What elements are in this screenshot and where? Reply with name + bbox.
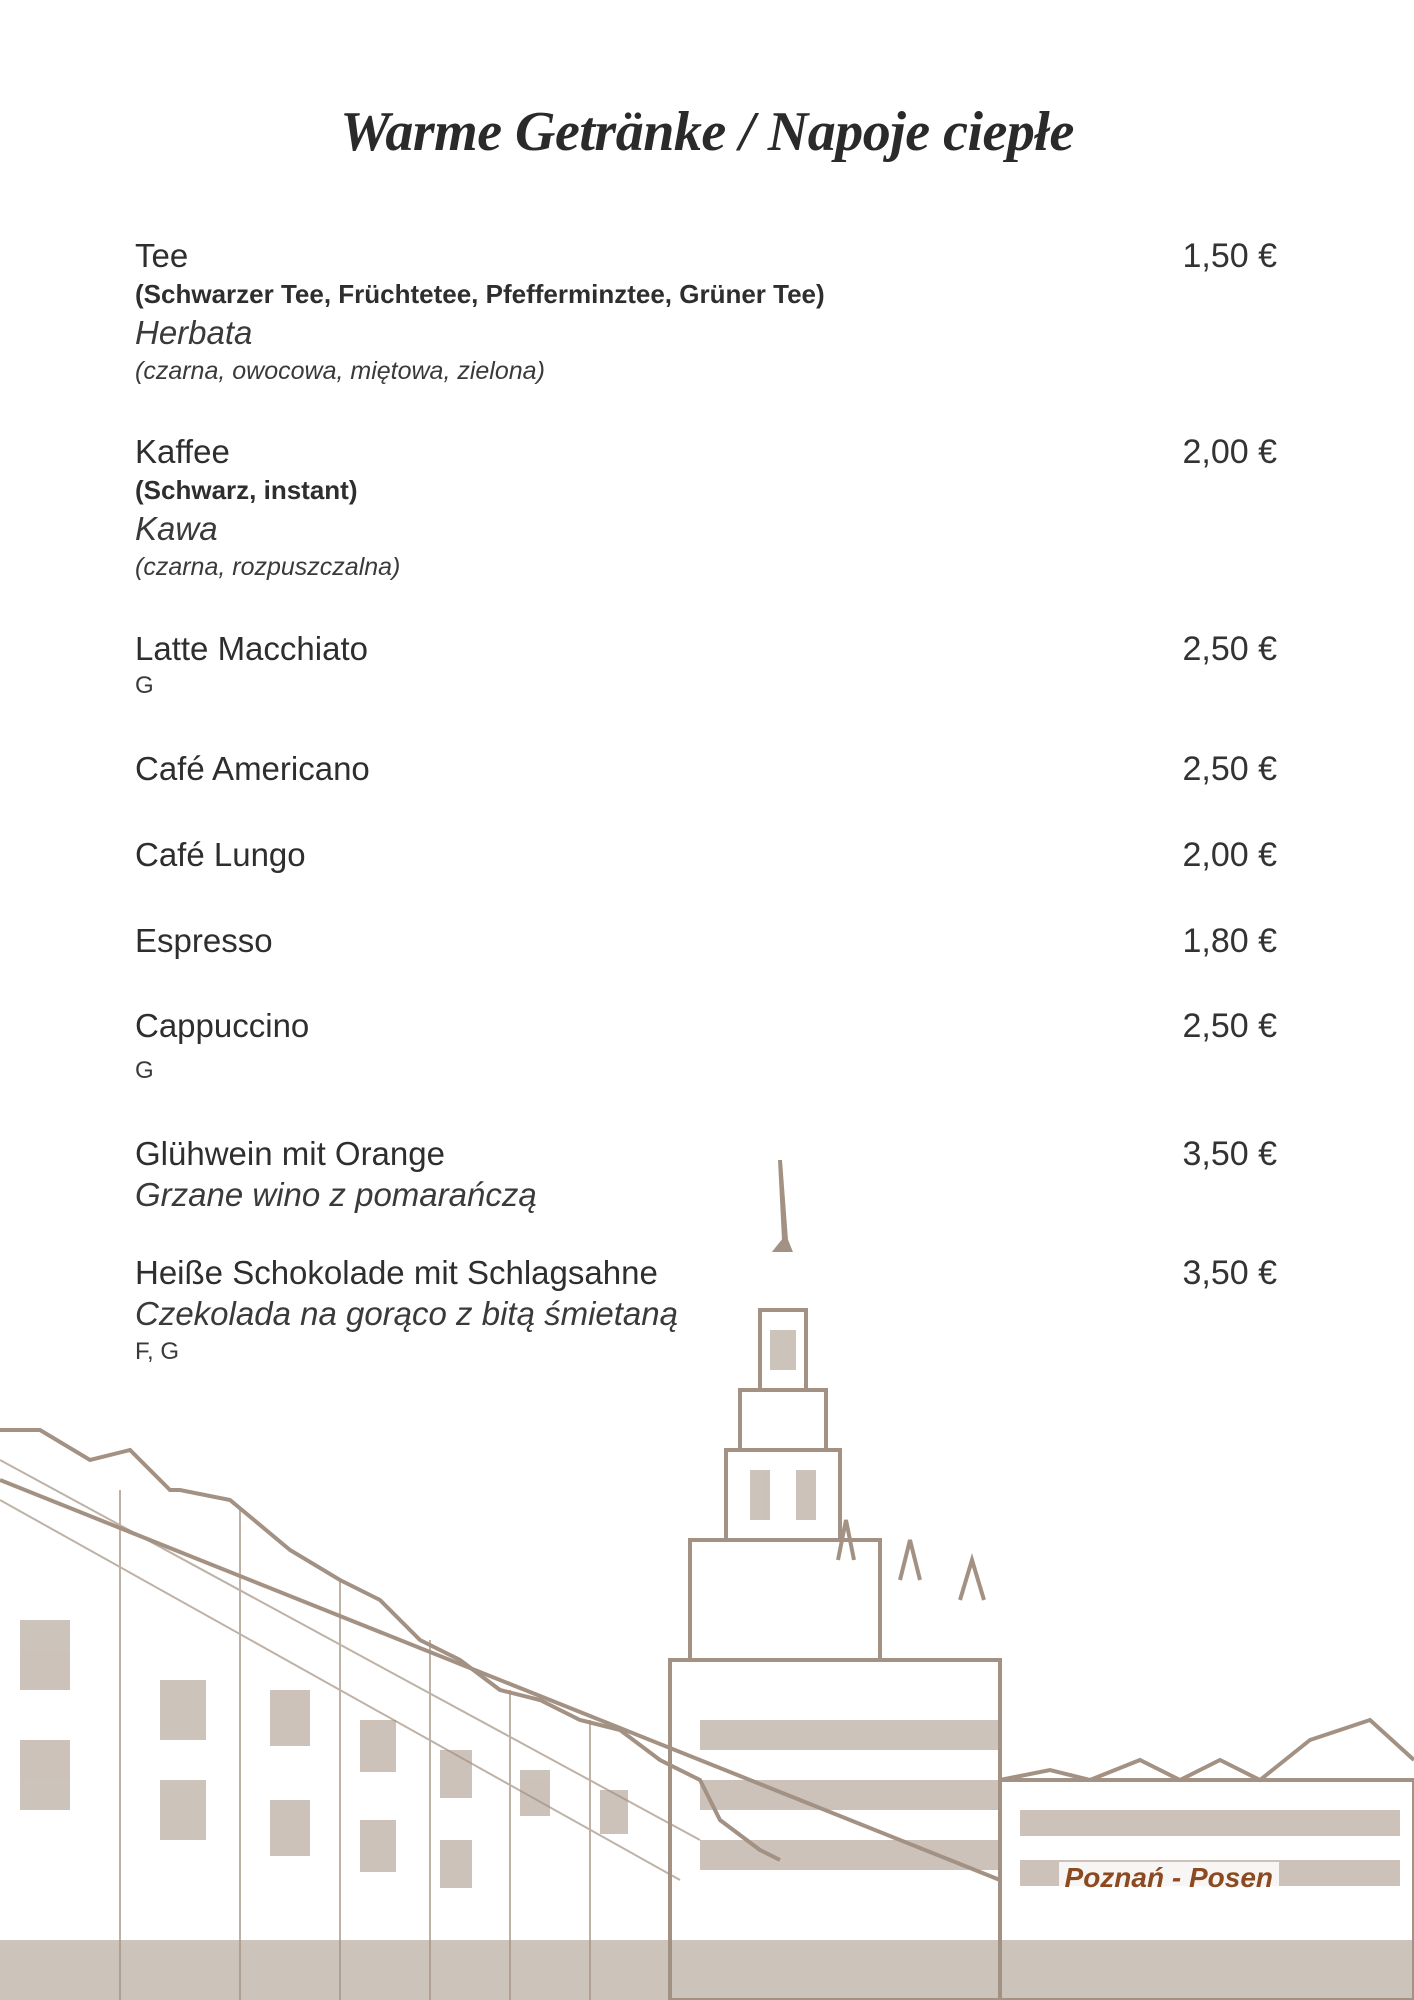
item-allergens: F, G <box>135 1338 180 1365</box>
item-price: 3,50 € <box>1182 1135 1277 1173</box>
menu-item-cappuccino <box>135 1006 1277 1088</box>
menu-item-heisse-schokolade <box>135 1253 1277 1369</box>
item-price: 1,80 € <box>1182 922 1277 960</box>
location-label: Poznań - Posen <box>1059 1862 1279 1894</box>
item-allergens: G <box>135 1057 154 1084</box>
menu-item-kaffee <box>135 432 1277 584</box>
item-name: Espresso <box>135 922 273 959</box>
menu-item-latte-macchiato <box>135 629 1277 703</box>
item-name: Kaffee <box>135 433 230 470</box>
item-name-pl: Kawa <box>135 510 218 547</box>
item-price: 3,50 € <box>1182 1254 1277 1292</box>
item-price: 2,00 € <box>1182 433 1277 471</box>
item-name: Glühwein mit Orange <box>135 1135 445 1172</box>
item-description-pl: (czarna, owocowa, miętowa, zielona) <box>135 357 545 385</box>
item-name-pl: Herbata <box>135 314 253 351</box>
item-name: Café Lungo <box>135 836 306 873</box>
item-price: 2,50 € <box>1182 750 1277 788</box>
item-price: 2,00 € <box>1182 836 1277 874</box>
menu-item-cafe-americano <box>135 749 1277 789</box>
item-name-pl: Czekolada na gorąco z bitą śmietaną <box>135 1295 678 1332</box>
menu-title: Warme Getränke / Napoje ciepłe <box>340 101 1074 163</box>
item-name: Latte Macchiato <box>135 630 368 667</box>
item-price: 1,50 € <box>1182 237 1277 275</box>
menu-item-tee <box>135 236 1277 388</box>
item-allergens: G <box>135 672 154 699</box>
item-price: 2,50 € <box>1182 630 1277 668</box>
item-name: Cappuccino <box>135 1007 310 1044</box>
menu-item-cafe-lungo <box>135 835 1277 875</box>
menu-item-espresso <box>135 921 1277 961</box>
item-description-de: (Schwarz, instant) <box>135 475 358 505</box>
item-name-pl: Grzane wino z pomarańczą <box>135 1176 537 1213</box>
item-description-pl: (czarna, rozpuszczalna) <box>135 553 401 581</box>
item-name: Tee <box>135 237 189 274</box>
item-price: 2,50 € <box>1182 1007 1277 1045</box>
item-name: Café Americano <box>135 750 370 787</box>
item-description-de: (Schwarzer Tee, Früchtetee, Pfefferminztee, Grüner Tee) <box>135 279 825 309</box>
item-name: Heiße Schokolade mit Schlagsahne <box>135 1254 658 1291</box>
